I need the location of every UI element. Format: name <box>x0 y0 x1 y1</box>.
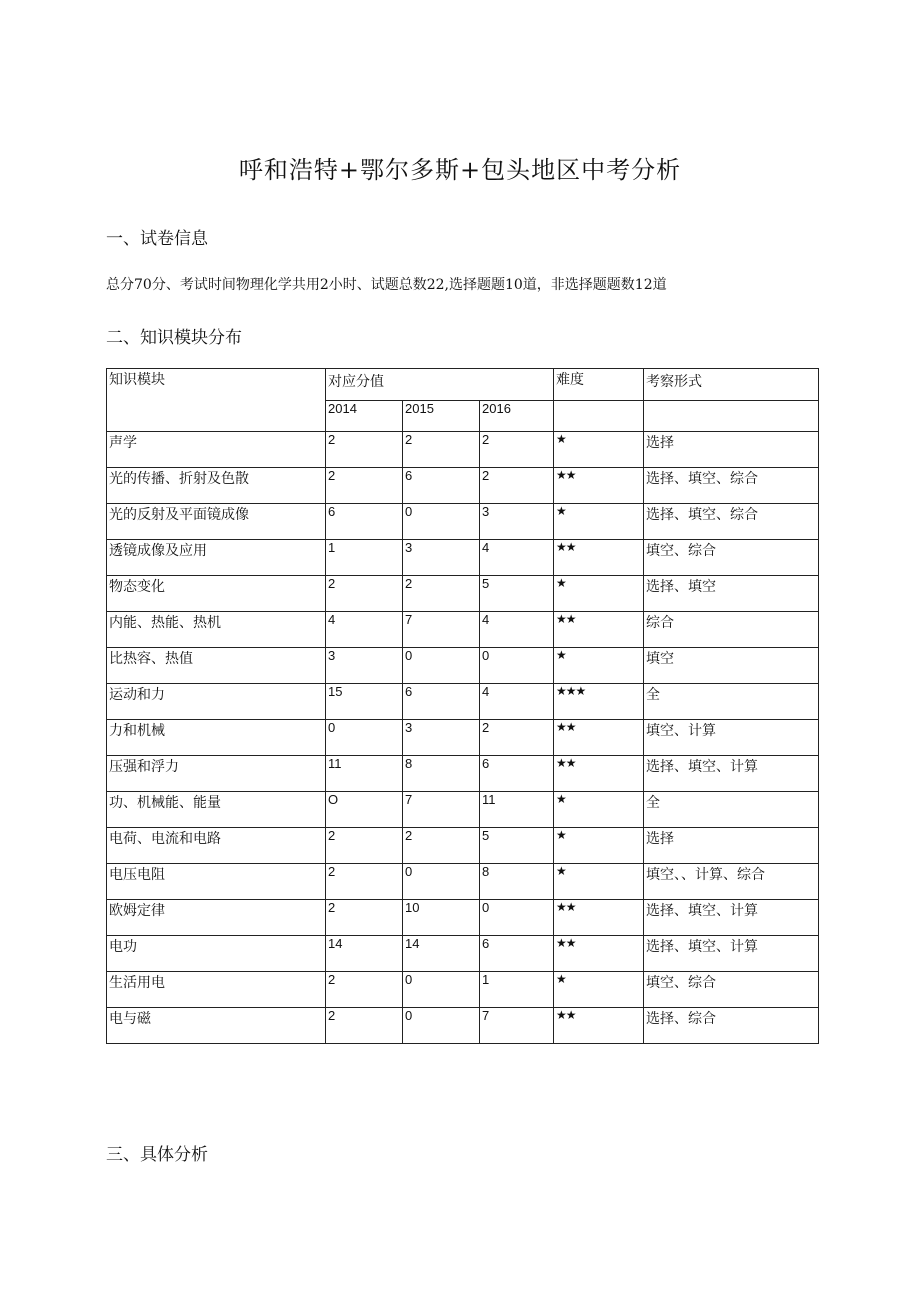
module-cell: 力和机械 <box>107 720 326 756</box>
module-cell: 运动和力 <box>107 684 326 720</box>
score-2014-cell: 4 <box>326 612 403 648</box>
module-cell: 光的反射及平面镜成像 <box>107 504 326 540</box>
score-2016-cell: 1 <box>480 972 554 1008</box>
score-2016-cell: 8 <box>480 864 554 900</box>
difficulty-cell: ★ <box>554 792 644 828</box>
header-form: 考察形式 <box>644 369 819 401</box>
module-cell: 光的传播、折射及色散 <box>107 468 326 504</box>
section-heading-knowledge-modules: 二、知识模块分布 <box>106 328 242 348</box>
knowledge-module-table <box>106 368 819 1044</box>
form-cell: 选择 <box>644 432 819 468</box>
score-2015-cell: 0 <box>403 1008 480 1044</box>
score-2014-cell: 15 <box>326 684 403 720</box>
score-2014-cell: 3 <box>326 648 403 684</box>
form-cell: 综合 <box>644 612 819 648</box>
module-cell: 欧姆定律 <box>107 900 326 936</box>
score-2015-cell: 14 <box>403 936 480 972</box>
score-2016-cell: 6 <box>480 756 554 792</box>
score-2014-cell: 2 <box>326 432 403 468</box>
header-module: 知识模块 <box>107 369 326 432</box>
form-cell: 选择、填空、计算 <box>644 900 819 936</box>
score-2016-cell: 5 <box>480 828 554 864</box>
header-difficulty: 难度 <box>554 369 644 401</box>
table-row <box>107 936 819 972</box>
score-2015-cell: 2 <box>403 576 480 612</box>
score-2015-cell: 8 <box>403 756 480 792</box>
score-2016-cell: 4 <box>480 540 554 576</box>
score-2015-cell: 0 <box>403 864 480 900</box>
difficulty-cell: ★★ <box>554 936 644 972</box>
difficulty-cell: ★ <box>554 504 644 540</box>
difficulty-cell: ★ <box>554 972 644 1008</box>
form-cell: 选择 <box>644 828 819 864</box>
table-row <box>107 864 819 900</box>
score-2016-cell: 6 <box>480 936 554 972</box>
module-cell: 压强和浮力 <box>107 756 326 792</box>
score-2015-cell: 3 <box>403 540 480 576</box>
module-cell: 比热容、热值 <box>107 648 326 684</box>
header-form-blank <box>644 401 819 432</box>
module-cell: 透镜成像及应用 <box>107 540 326 576</box>
table-row <box>107 756 819 792</box>
score-2014-cell: 6 <box>326 504 403 540</box>
module-cell: 生活用电 <box>107 972 326 1008</box>
score-2016-cell: 3 <box>480 504 554 540</box>
score-2014-cell: 1 <box>326 540 403 576</box>
form-cell: 填空、、计算、综合 <box>644 864 819 900</box>
score-2015-cell: 3 <box>403 720 480 756</box>
module-cell: 物态变化 <box>107 576 326 612</box>
score-2014-cell: 11 <box>326 756 403 792</box>
module-cell: 功、机械能、能量 <box>107 792 326 828</box>
difficulty-cell: ★★ <box>554 720 644 756</box>
score-2014-cell: 2 <box>326 864 403 900</box>
table-row <box>107 576 819 612</box>
difficulty-cell: ★ <box>554 576 644 612</box>
form-cell: 选择、填空、综合 <box>644 504 819 540</box>
score-2014-cell: 2 <box>326 576 403 612</box>
table-row <box>107 720 819 756</box>
table-row <box>107 900 819 936</box>
score-2014-cell: 2 <box>326 828 403 864</box>
difficulty-cell: ★★ <box>554 1008 644 1044</box>
score-2015-cell: 6 <box>403 468 480 504</box>
score-2014-cell: 2 <box>326 972 403 1008</box>
form-cell: 全 <box>644 684 819 720</box>
difficulty-cell: ★ <box>554 828 644 864</box>
score-2016-cell: 11 <box>480 792 554 828</box>
difficulty-cell: ★ <box>554 648 644 684</box>
difficulty-cell: ★★ <box>554 900 644 936</box>
score-2016-cell: 5 <box>480 576 554 612</box>
score-2016-cell: 0 <box>480 900 554 936</box>
score-2015-cell: 0 <box>403 648 480 684</box>
difficulty-cell: ★★ <box>554 540 644 576</box>
module-cell: 电功 <box>107 936 326 972</box>
form-cell: 全 <box>644 792 819 828</box>
module-cell: 电与磁 <box>107 1008 326 1044</box>
score-2015-cell: 0 <box>403 504 480 540</box>
header-year-2014: 2014 <box>326 401 403 432</box>
score-2014-cell: 14 <box>326 936 403 972</box>
module-cell: 内能、热能、热机 <box>107 612 326 648</box>
header-year-2016: 2016 <box>480 401 554 432</box>
form-cell: 选择、填空 <box>644 576 819 612</box>
form-cell: 填空 <box>644 648 819 684</box>
difficulty-cell: ★★ <box>554 468 644 504</box>
header-score: 对应分值 <box>326 369 554 401</box>
module-cell: 电荷、电流和电路 <box>107 828 326 864</box>
score-2014-cell: 2 <box>326 1008 403 1044</box>
header-year-2015: 2015 <box>403 401 480 432</box>
score-2016-cell: 7 <box>480 1008 554 1044</box>
table-row <box>107 504 819 540</box>
score-2015-cell: 2 <box>403 432 480 468</box>
score-2015-cell: 10 <box>403 900 480 936</box>
score-2014-cell: 0 <box>326 720 403 756</box>
table-row <box>107 972 819 1008</box>
module-cell: 电压电阻 <box>107 864 326 900</box>
score-2016-cell: 4 <box>480 684 554 720</box>
score-2014-cell: 2 <box>326 900 403 936</box>
module-cell: 声学 <box>107 432 326 468</box>
form-cell: 填空、综合 <box>644 540 819 576</box>
score-2015-cell: 7 <box>403 612 480 648</box>
difficulty-cell: ★★★ <box>554 684 644 720</box>
paper-info-text: 总分70分、考试时间物理化学共用2小时、试题总数22,选择题题10道，非选择题题数12道 <box>106 277 667 293</box>
table-row <box>107 612 819 648</box>
score-2016-cell: 4 <box>480 612 554 648</box>
form-cell: 填空、计算 <box>644 720 819 756</box>
score-2014-cell: 2 <box>326 468 403 504</box>
page-title: 呼和浩特+鄂尔多斯+包头地区中考分析 <box>238 156 682 184</box>
score-2016-cell: 2 <box>480 720 554 756</box>
difficulty-cell: ★ <box>554 864 644 900</box>
difficulty-cell: ★ <box>554 432 644 468</box>
score-2016-cell: 0 <box>480 648 554 684</box>
form-cell: 选择、填空、计算 <box>644 936 819 972</box>
form-cell: 填空、综合 <box>644 972 819 1008</box>
score-2016-cell: 2 <box>480 432 554 468</box>
score-2015-cell: 6 <box>403 684 480 720</box>
table-row <box>107 468 819 504</box>
score-2016-cell: 2 <box>480 468 554 504</box>
table-row <box>107 792 819 828</box>
score-2015-cell: 2 <box>403 828 480 864</box>
table-row <box>107 432 819 468</box>
table-row <box>107 648 819 684</box>
table-row <box>107 540 819 576</box>
difficulty-cell: ★★ <box>554 756 644 792</box>
section-heading-detailed-analysis: 三、具体分析 <box>106 1145 208 1165</box>
table-row <box>107 684 819 720</box>
score-2014-cell: O <box>326 792 403 828</box>
section-heading-paper-info: 一、试卷信息 <box>106 229 208 249</box>
form-cell: 选择、填空、综合 <box>644 468 819 504</box>
score-2015-cell: 0 <box>403 972 480 1008</box>
table-row <box>107 828 819 864</box>
header-difficulty-blank <box>554 401 644 432</box>
table-row <box>107 1008 819 1044</box>
form-cell: 选择、综合 <box>644 1008 819 1044</box>
score-2015-cell: 7 <box>403 792 480 828</box>
difficulty-cell: ★★ <box>554 612 644 648</box>
form-cell: 选择、填空、计算 <box>644 756 819 792</box>
